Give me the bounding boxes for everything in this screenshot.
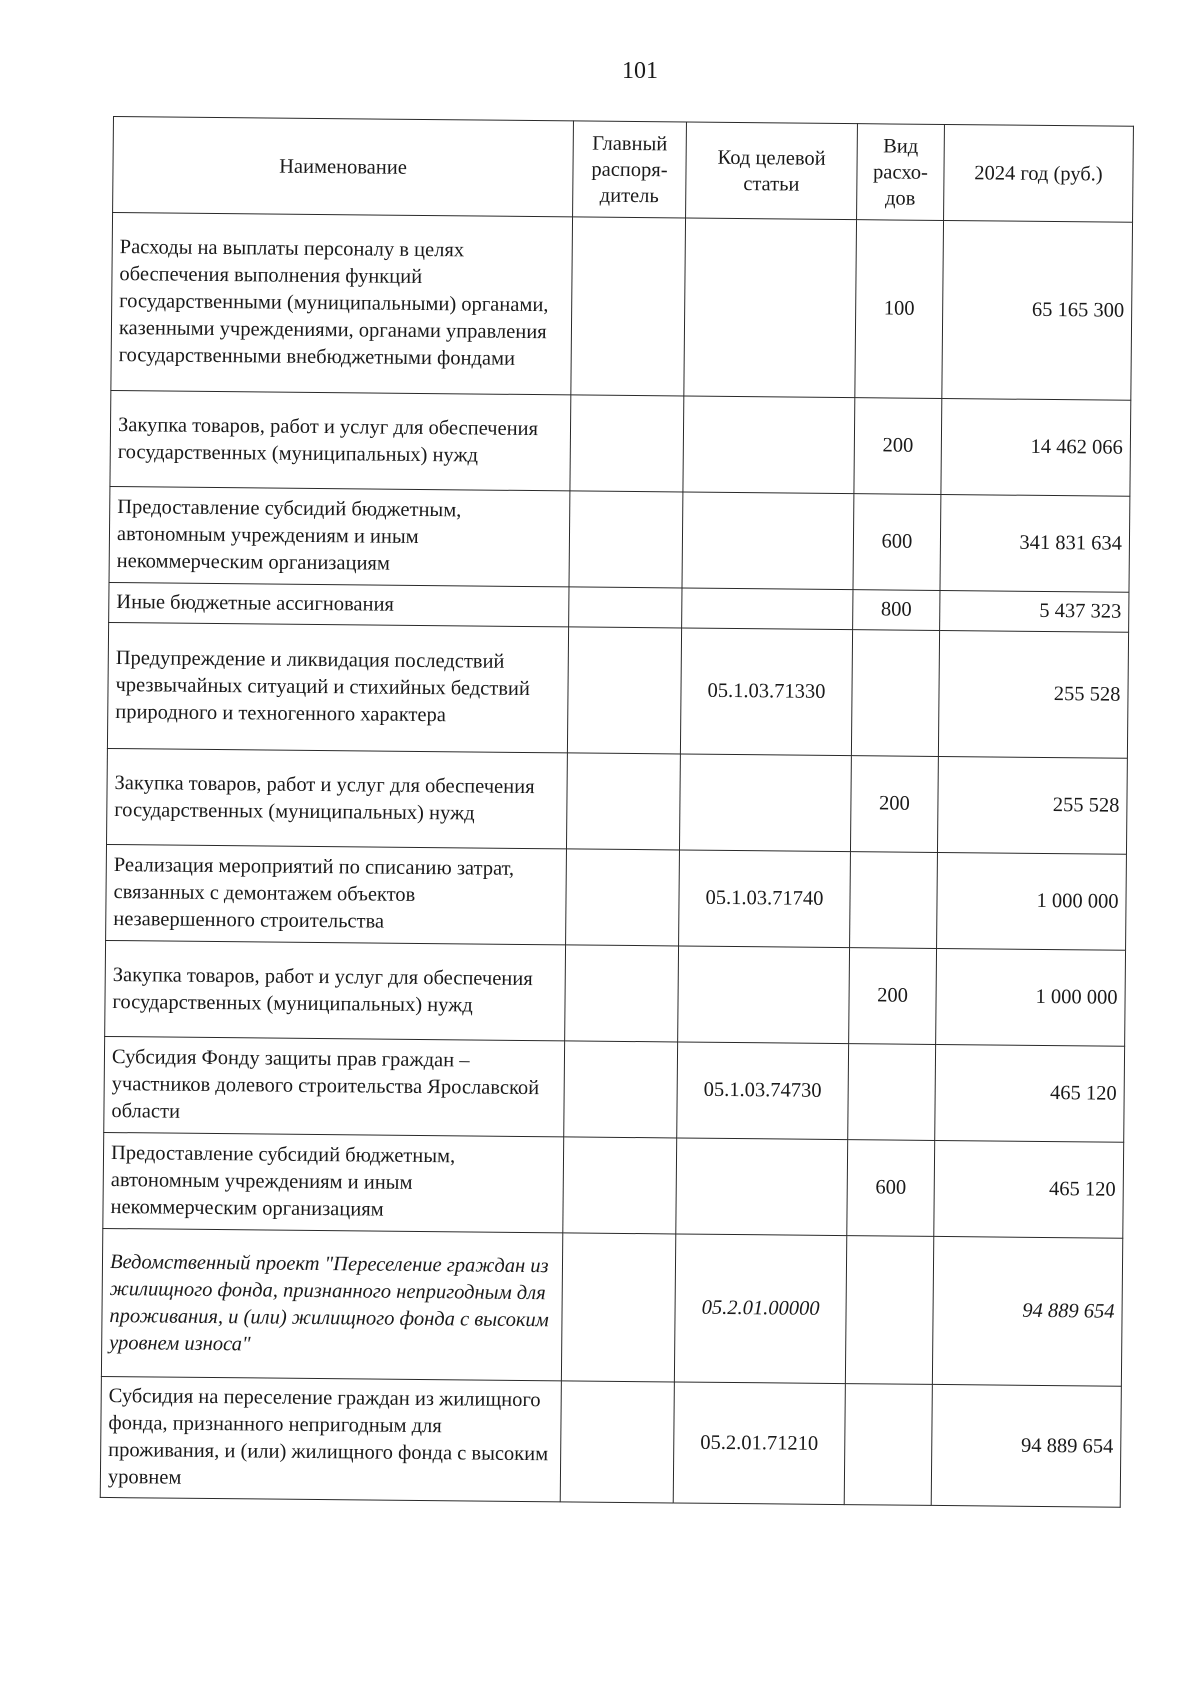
cell-expense-type xyxy=(851,630,939,757)
cell-name: Субсидия на переселение граждан из жилищного фонда, признанного непригодным для проживания, и (или) жилищного фонда с высоким уровнем xyxy=(100,1376,561,1501)
cell-expense-type xyxy=(845,1236,933,1385)
cell-year-sum: 1 000 000 xyxy=(937,852,1127,950)
cell-expense-type: 200 xyxy=(849,948,937,1045)
table-row xyxy=(100,1376,1121,1507)
cell-chief-manager xyxy=(564,1041,678,1138)
cell-target-code: 05.2.01.00000 xyxy=(674,1234,846,1384)
cell-name: Закупка товаров, работ и услуг для обеспечения государственных (муниципальных) нужд xyxy=(107,748,568,848)
cell-expense-type xyxy=(850,852,938,949)
cell-expense-type: 600 xyxy=(847,1140,935,1237)
cell-chief-manager xyxy=(567,627,681,754)
cell-chief-manager xyxy=(566,753,680,850)
cell-chief-manager xyxy=(565,945,679,1042)
table-row xyxy=(106,844,1127,950)
table-row xyxy=(111,213,1133,401)
cell-name: Закупка товаров, работ и услуг для обеспечения государственных (муниципальных) нужд xyxy=(105,940,566,1040)
cell-target-code xyxy=(678,946,850,1044)
cell-expense-type: 100 xyxy=(855,220,944,399)
table-row xyxy=(110,390,1131,496)
cell-year-sum: 255 528 xyxy=(938,630,1128,758)
cell-expense-type: 600 xyxy=(853,494,941,591)
cell-name: Предупреждение и ликвидация последствий чрезвычайных ситуаций и стихийных бедствий природного и техногенного характера xyxy=(107,622,568,752)
table-row xyxy=(109,486,1130,592)
cell-year-sum: 65 165 300 xyxy=(942,220,1133,400)
header-year-sum: 2024 год (руб.) xyxy=(944,124,1134,222)
header-chief-manager: Главный распоря-дитель xyxy=(573,121,687,218)
cell-chief-manager xyxy=(560,1381,674,1503)
cell-year-sum: 465 120 xyxy=(935,1044,1125,1142)
cell-year-sum: 94 889 654 xyxy=(932,1236,1122,1386)
cell-expense-type xyxy=(844,1384,932,1506)
cell-name: Закупка товаров, работ и услуг для обеспечения государственных (муниципальных) нужд xyxy=(110,390,571,490)
cell-chief-manager xyxy=(570,395,684,492)
header-expense-type: Вид расхо-дов xyxy=(857,124,945,221)
cell-chief-manager xyxy=(569,491,683,588)
cell-name: Предоставление субсидий бюджетным, автономным учреждениям и иным некоммерческим организациям xyxy=(109,486,570,586)
cell-name: Субсидия Фонду защиты прав граждан – участников долевого строительства Ярославской области xyxy=(104,1036,565,1136)
cell-year-sum: 255 528 xyxy=(937,756,1127,854)
cell-year-sum: 5 437 323 xyxy=(940,590,1129,632)
cell-target-code xyxy=(684,218,857,398)
header-target-code: Код целевой статьи xyxy=(686,122,858,220)
cell-chief-manager xyxy=(566,849,680,946)
cell-name: Реализация мероприятий по списанию затрат, связанных с демонтажем объектов незавершенного строительства xyxy=(106,844,567,944)
cell-name: Ведомственный проект "Переселение граждан из жилищного фонда, признанного непригодным для проживания, и (или) жилищного фонда с высоким уровнем износа" xyxy=(101,1228,562,1380)
table-row xyxy=(101,1228,1122,1386)
cell-year-sum: 14 462 066 xyxy=(941,398,1131,496)
cell-target-code xyxy=(682,588,853,630)
table-row xyxy=(104,1036,1125,1142)
cell-target-code: 05.1.03.71330 xyxy=(680,628,852,756)
page-number: 101 xyxy=(622,58,658,84)
cell-expense-type: 200 xyxy=(854,398,942,495)
cell-chief-manager xyxy=(571,217,686,396)
cell-target-code: 05.2.01.71210 xyxy=(673,1382,845,1505)
cell-target-code: 05.1.03.71740 xyxy=(679,850,851,948)
cell-year-sum: 1 000 000 xyxy=(936,948,1126,1046)
cell-year-sum: 465 120 xyxy=(934,1140,1124,1238)
cell-name: Иные бюджетные ассигнования xyxy=(109,582,569,626)
cell-year-sum: 94 889 654 xyxy=(931,1384,1121,1507)
cell-target-code xyxy=(679,754,851,852)
table-row xyxy=(107,622,1128,758)
cell-expense-type: 800 xyxy=(853,590,940,631)
cell-expense-type xyxy=(848,1044,936,1141)
cell-name: Расходы на выплаты персоналу в целях обеспечения выполнения функций государственными (муниципальными) органами, казенными учреждениями, органами управления государственными внебюджетными фондами xyxy=(111,213,573,395)
cell-target-code xyxy=(682,492,854,590)
table-row xyxy=(103,1132,1124,1238)
cell-target-code xyxy=(683,396,855,494)
cell-target-code xyxy=(676,1138,848,1236)
cell-chief-manager xyxy=(561,1233,675,1382)
header-name: Наименование xyxy=(113,117,574,217)
budget-table xyxy=(100,116,1134,1508)
cell-expense-type: 200 xyxy=(850,756,938,853)
cell-chief-manager xyxy=(563,1137,677,1234)
cell-year-sum: 341 831 634 xyxy=(940,494,1130,592)
table-row xyxy=(107,748,1128,854)
table-header-row xyxy=(113,117,1134,223)
cell-name: Предоставление субсидий бюджетным, автономным учреждениям и иным некоммерческим организациям xyxy=(103,1132,564,1232)
cell-chief-manager xyxy=(569,587,682,628)
table-row xyxy=(105,940,1126,1046)
cell-target-code: 05.1.03.74730 xyxy=(677,1042,849,1140)
